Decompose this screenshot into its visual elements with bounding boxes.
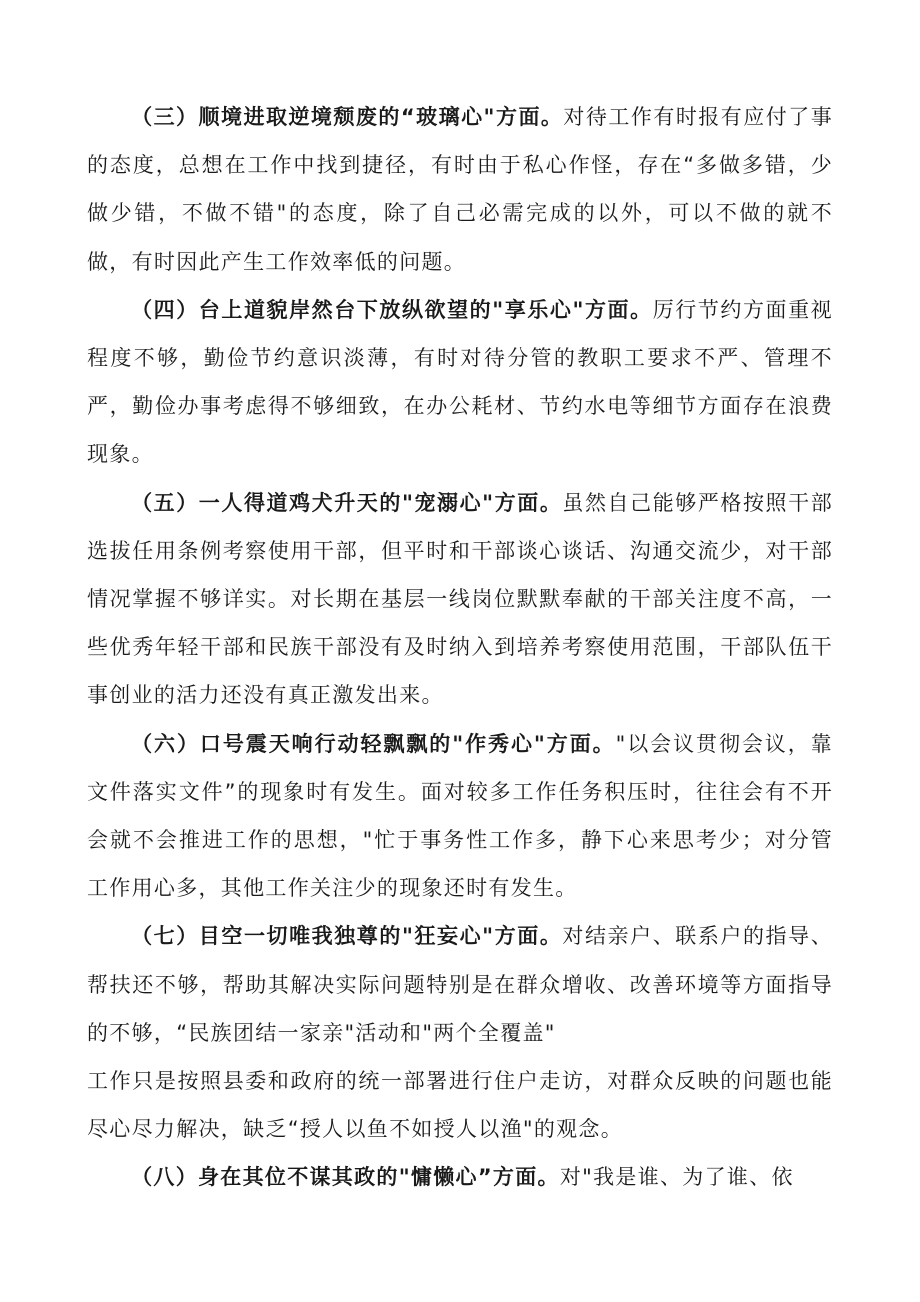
paragraph-5-body: 虽然自己能够严格按照干部选拔任用条例考察使用干部，但平时和干部谈心谈话、沟通交流少，对干部情况掌握不够详实。对长期在基层一线岗位默默奉献的干部关注度不高，一些优秀年轻干部和民族干部没有及时纳入到培养考察使用范围，干部队伍干事创业的活力还没有真正激发出来。 — [87, 490, 833, 708]
paragraph-6-heading: （六）口号震天响行动轻飘飘的"作秀心"方面。 — [131, 731, 616, 756]
paragraph-8 — [87, 1153, 833, 1201]
paragraph-8-body: 对"我是谁、为了谁、依 — [559, 1165, 794, 1190]
paragraph-4 — [87, 286, 833, 479]
paragraph-6 — [87, 720, 833, 913]
paragraph-7-heading: （七）目空一切唯我独尊的"狂妄心"方面。 — [131, 924, 563, 949]
paragraph-4-body: 厉行节约方面重视程度不够，勤俭节约意识淡薄，有时对待分管的教职工要求不严、管理不严，勤俭办事考虑得不够细致，在办公耗材、节约水电等细节方面存在浪费现象。 — [87, 297, 833, 467]
paragraph-7 — [87, 912, 833, 1057]
paragraph-4-heading: （四）台上道貌岸然台下放纵欲望的"享乐心"方面。 — [131, 297, 653, 322]
paragraph-6-body: "以会议贯彻会议，靠文件落实文件”的现象时有发生。面对较多工作任务积压时，往往会有不开会就不会推进工作的思想，"忙于事务性工作多，静下心来思考少；对分管工作用心多，其他工作关注少的现象还时有发生。 — [87, 731, 833, 901]
paragraph-8-heading: （八）身在其位不谋其政的"慵懒心”方面。 — [131, 1165, 560, 1190]
paragraph-3-heading: （三）顺境进取逆境颓废的“玻璃心"方面。 — [131, 105, 564, 129]
paragraph-5-heading: （五）一人得道鸡犬升天的"宠溺心"方面。 — [131, 490, 563, 515]
paragraph-7-body: 对结亲户、联系户的指导、帮扶还不够，帮助其解决实际问题特别是在群众增收、改善环境等方面指导的不够，“民族团结一家亲"活动和"两个全覆盖" — [87, 924, 833, 1045]
paragraph-3-body: 对待工作有时报有应付了事的态度，总想在工作中找到捷径，有时由于私心作怪，存在“多做多错，少做少错，不做不错"的态度，除了自己必需完成的以外，可以不做的就不做，有时因此产生工作效率低的问题。 — [87, 105, 833, 274]
paragraph-3 — [87, 93, 833, 286]
paragraph-7-continuation: 工作只是按照县委和政府的统一部署进行住户走访，对群众反映的问题也能尽心尽力解决，缺乏“授人以鱼不如授人以渔"的观念。 — [87, 1069, 833, 1142]
document-page — [87, 93, 833, 1202]
paragraph-5 — [87, 479, 833, 720]
